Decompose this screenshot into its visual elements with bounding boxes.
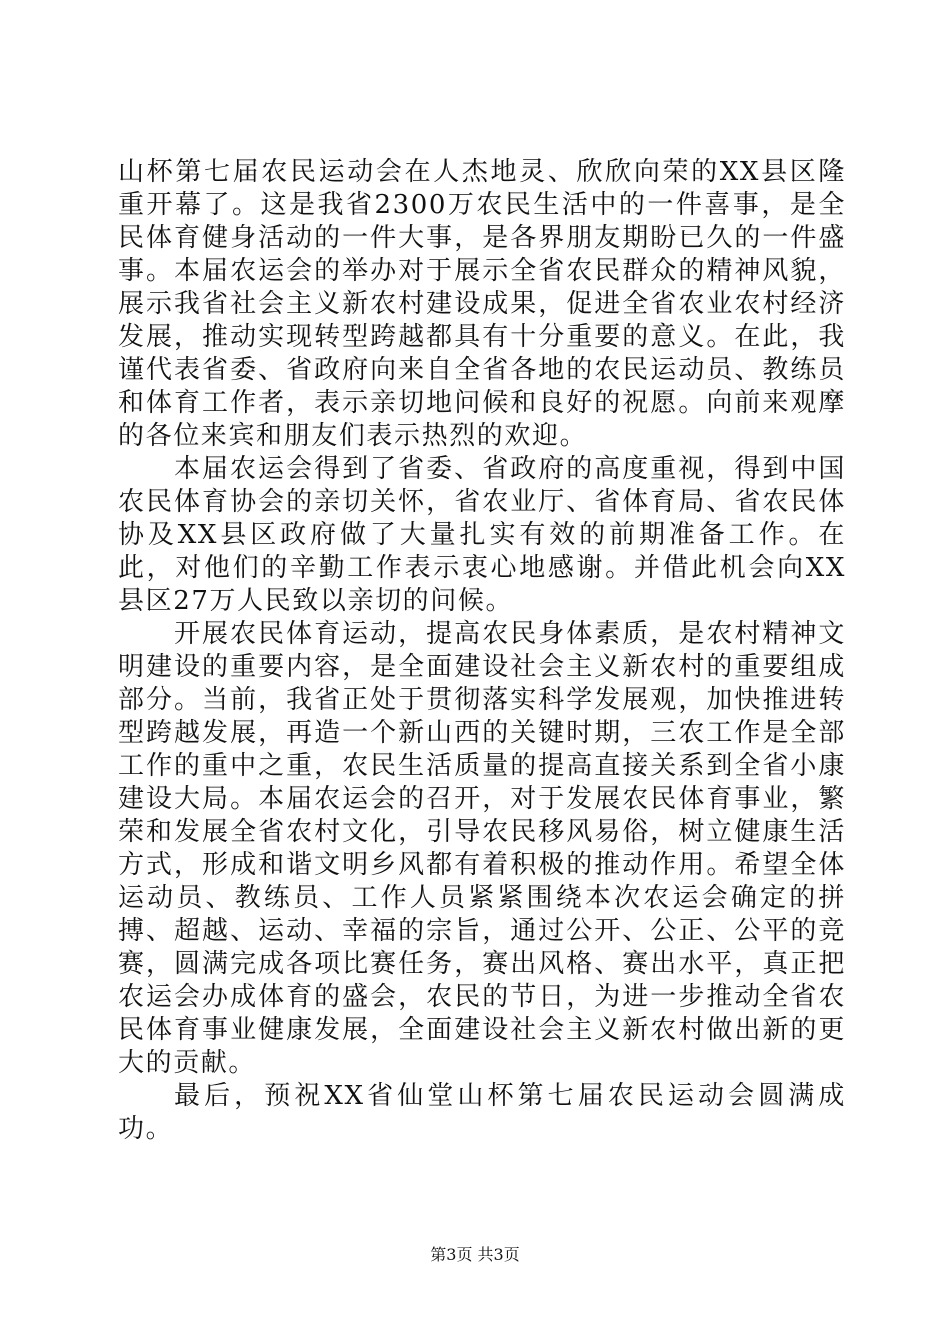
page-number-label: 第3页 共3页: [430, 1245, 520, 1264]
paragraph-3: 开展农民体育运动，提高农民身体素质，是农村精神文明建设的重要内容，是全面建设社会主义新农村的重要组成部分。当前，我省正处于贯彻落实科学发展观，加快推进转型跨越发展，再造一个新山西的关键时期，三农工作是全部工作的重中之重，农民生活质量的提高直接关系到全省小康建设大局。本届农运会的召开，对于发展农民体育事业，繁荣和发展全省农村文化，引导农民移风易俗，树立健康生活方式，形成和谐文明乡风都有着积极的推动作用。希望全体运动员、教练员、工作人员紧紧围绕本次农运会确定的拼搏、超越、运动、幸福的宗旨，通过公开、公正、公平的竞赛，圆满完成各项比赛任务，赛出风格、赛出水平，真正把农运会办成体育的盛会，农民的节日，为进一步推动全省农民体育事业健康发展，全面建设社会主义新农村做出新的更大的贡献。: [118, 619, 846, 1078]
paragraph-2: 本届农运会得到了省委、省政府的高度重视，得到中国农民体育协会的亲切关怀，省农业厅、省体育局、省农民体协及XX县区政府做了大量扎实有效的前期准备工作。在此，对他们的辛勤工作表示衷心地感谢。并借此机会向XX县区27万人民致以亲切的问候。: [118, 454, 846, 616]
paragraph-4: 最后，预祝XX省仙堂山杯第七届农民运动会圆满成功。: [118, 1081, 846, 1144]
page-footer: [0, 1244, 950, 1266]
paragraph-1: 山杯第七届农民运动会在人杰地灵、欣欣向荣的XX县区隆重开幕了。这是我省2300万农民生活中的一件喜事，是全民体育健身活动的一件大事，是各界朋友期盼已久的一件盛事。本届农运会的举办对于展示全省农民群众的精神风貌，展示我省社会主义新农村建设成果，促进全省农业农村经济发展，推动实现转型跨越都具有十分重要的意义。在此，我谨代表省委、省政府向来自全省各地的农民运动员、教练员和体育工作者，表示亲切地问候和良好的祝愿。向前来观摩的各位来宾和朋友们表示热烈的欢迎。: [118, 157, 846, 451]
document-body: [118, 156, 846, 1146]
